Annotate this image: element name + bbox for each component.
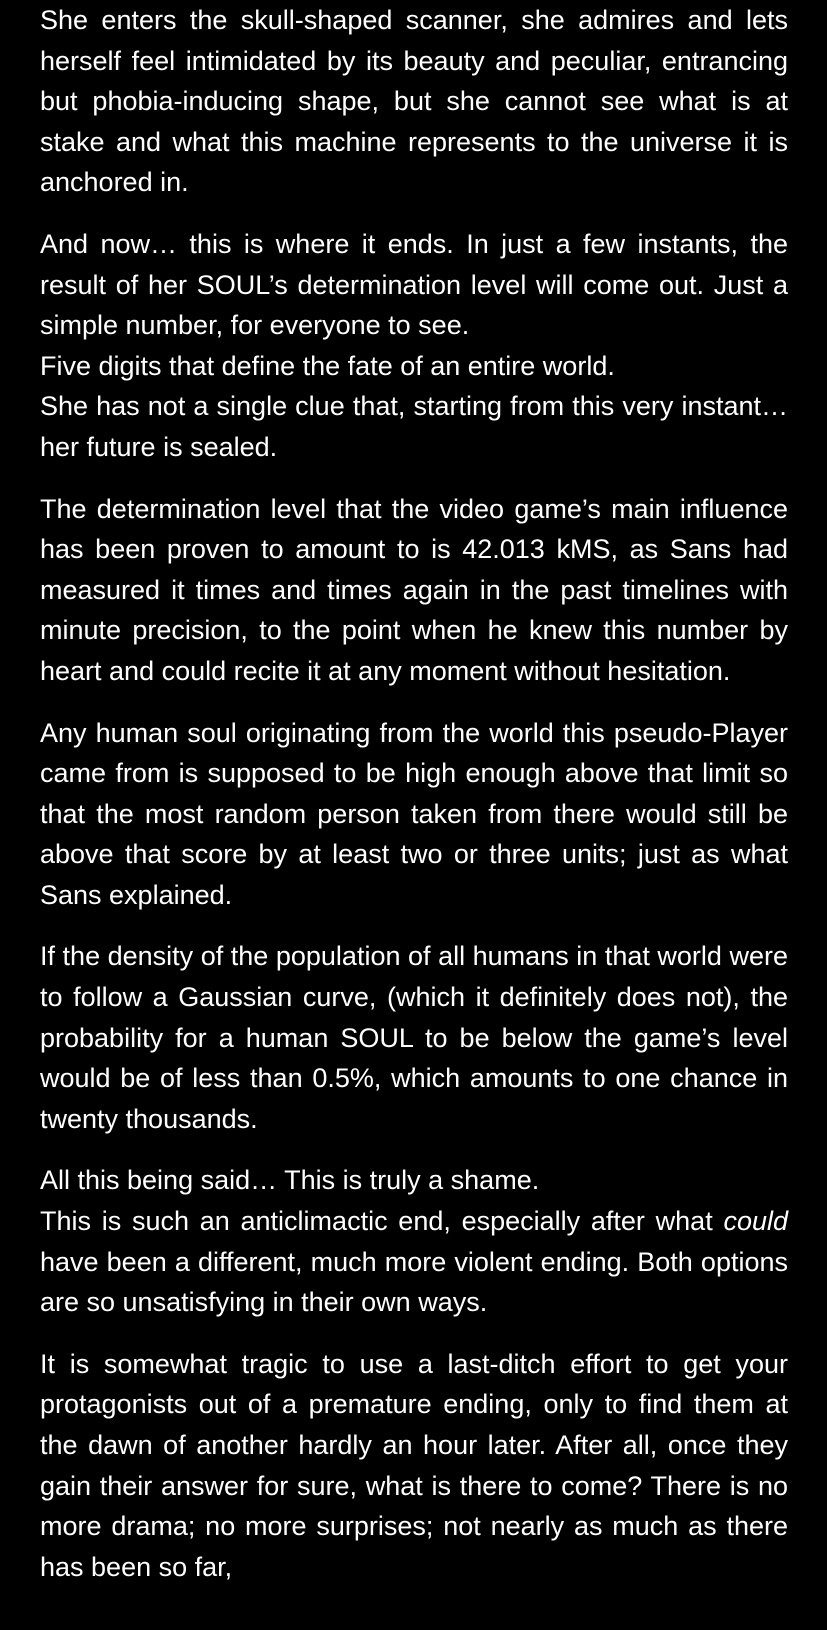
paragraph-line: Five digits that define the fate of an entire world. (40, 350, 615, 381)
paragraph-line: She has not a single clue that, starting from this very instant… her future is sealed. (40, 391, 788, 462)
paragraph-line: And now… this is where it ends. In just a few instants, the result of her SOUL’s determination level will come out. Just a simple number, for everyone to see. (40, 228, 788, 341)
paragraph-text: She enters the skull-shaped scanner, she admires and lets herself feel intimidated by its beauty and peculiar, entrancing but phobia-inducing shape, but she cannot see what is at stake and what this machine represents to the universe it is anchored in. (40, 5, 788, 198)
paragraph-text: It is somewhat tragic to use a last-ditch effort to get your protagonists out of a premature ending, only to find them at the dawn of another hardly an hour later. After all, once they gain their answer for sure, what is there to come? There is no more drama; no more surprises; not nearly as much as there has been so far, (40, 1348, 788, 1582)
paragraph-text: Any human soul originating from the world this pseudo-Player came from is supposed to be high enough above that limit so that the most random person taken from there would still be above that score by at least two or three units; just as what Sans explained. (40, 717, 788, 910)
paragraph-line: All this being said… This is truly a shame. (40, 1165, 540, 1196)
story-text (40, 0, 788, 1587)
paragraph (40, 1160, 788, 1322)
paragraph-text: The determination level that the video game’s main influence has been proven to amount to is 42.013 kMS, as Sans had measured it times and times again in the past timelines with minute precision, to the point when he knew this number by heart and could recite it at any moment without hesitation. (40, 493, 788, 686)
paragraph-line: This is such an anticlimactic end, especially after what (40, 1206, 713, 1237)
paragraph-text: If the density of the population of all humans in that world were to follow a Gaussian curve, (which it definitely does not), the probability for a human SOUL to be below the game’s level would be of less than 0.5%, which amounts to one chance in twenty thousands. (40, 941, 788, 1134)
emphasized-word: could (723, 1206, 788, 1237)
paragraph-line: have been a different, much more violent ending. Both options are so unsatisfying in their own ways. (40, 1246, 788, 1318)
paragraph (40, 936, 788, 1139)
paragraph (40, 0, 788, 203)
paragraph (40, 224, 788, 468)
paragraph (40, 489, 788, 692)
paragraph (40, 1344, 788, 1588)
paragraph (40, 713, 788, 916)
